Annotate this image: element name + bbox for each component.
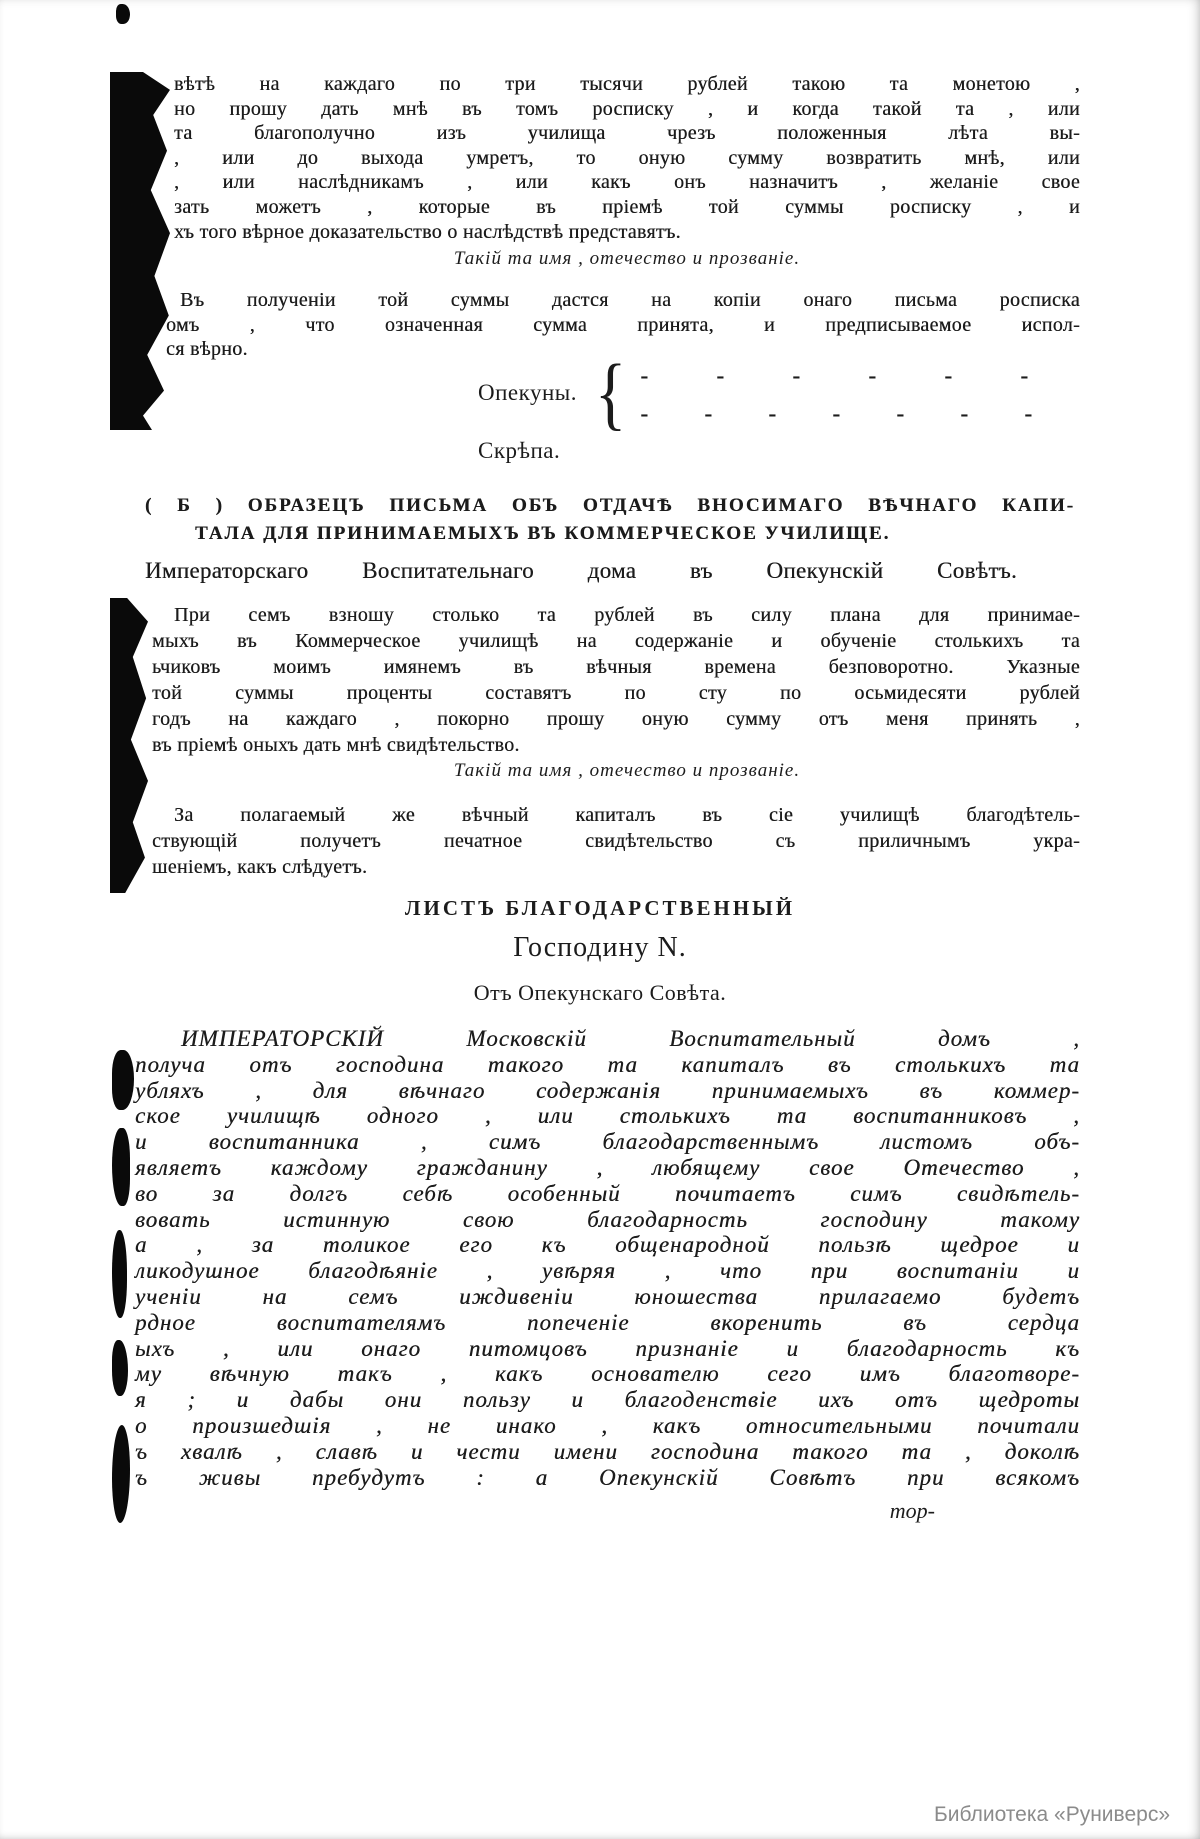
text-line: ьчиковъ моимъ имянемъ въ вѣчныя времена безповоротно. Указные <box>152 656 1080 678</box>
signatory-name-placeholder: Такій та имя , отечество и прозваніе. <box>453 760 801 781</box>
section-b-heading <box>145 492 1075 548</box>
heading-line: ( Б ) ОБРАЗЕЦЪ ПИСЬМА ОБЪ ОТДАЧѢ ВНОСИМАГО ВѢЧНАГО КАПИ- <box>145 495 1075 516</box>
text-line: ъ живы пребудутъ : а Опекунскій Совѣтъ при всякомъ <box>135 1464 1080 1490</box>
guardians-signature-block <box>478 347 1033 438</box>
countersign-block <box>478 438 618 464</box>
signature-dash-row: - - - - - - <box>640 362 1029 389</box>
ink-blot <box>112 1050 134 1110</box>
text-line: зать можетъ , которые въ пріемѣ той суммы росписку , и <box>174 195 1080 218</box>
ink-blot <box>112 1425 130 1523</box>
text-line: ликодушное благодѣяніе , увѣряя , что при воспитаніи и <box>135 1258 1080 1284</box>
text-line: но прошу дать мнѣ въ томъ росписку , и когда такой та , или <box>174 97 1080 120</box>
text-line: рдное воспитателямъ попеченіе вкоренить въ сердца <box>135 1309 1080 1335</box>
text-line: и воспитанника , симъ благодарственнымъ листомъ объ- <box>135 1129 1080 1155</box>
text-line: ся вѣрно. <box>166 338 248 361</box>
ink-blot <box>116 4 130 24</box>
text-line: омъ , что означенная сумма принята, и предписываемое испол- <box>166 313 1080 336</box>
form-b-paragraph-1 <box>152 602 1080 758</box>
text-line: получа отъ господина такого та капиталъ въ столькихъ та <box>135 1051 1080 1077</box>
signature-dash-row: - - - - - - - <box>640 400 1033 427</box>
text-line: , или до выхода умретъ, то оную сумму возвратить мнѣ, или <box>174 146 1080 169</box>
text-line: ъ хвалѣ , славѣ и чести имени господина такого та , доколѣ <box>135 1438 1080 1464</box>
text-line: хъ того вѣрное доказательство о наслѣдствѣ представятъ. <box>174 220 681 243</box>
form-b-paragraph-2 <box>152 802 1080 880</box>
text-line: мыхъ въ Коммерческое училищѣ на содержаніе и обученіе столькихъ та <box>152 630 1080 652</box>
signatory-name-placeholder: Такій та имя , отечество и прозваніе. <box>453 248 801 269</box>
text-line: ыхъ , или онаго питомцовъ признаніе и благодарность къ <box>135 1335 1080 1361</box>
countersign-label: Скрѣпа. <box>478 438 561 463</box>
text-line: При семъ взношу столько та рублей въ силу плана для принимае- <box>174 604 1080 626</box>
ink-blot <box>112 1340 128 1396</box>
text-line: вовать истинную свою благодарность господину такому <box>135 1206 1080 1232</box>
curly-brace: { <box>594 347 627 438</box>
text-line: му вѣчную такъ , какъ основателю сего имъ благотворе- <box>135 1361 1080 1387</box>
text-line: , или наслѣдникамъ , или какъ онъ назначитъ , желаніе свое <box>174 171 1080 194</box>
text-line: За полагаемый же вѣчный капиталъ въ сіе училищѣ благодѣтель- <box>174 804 1080 826</box>
text-line: ствующій получетъ печатное свидѣтельство съ приличнымъ укра- <box>152 830 1080 852</box>
text-line: та благополучно изъ училища чрезъ положенныя лѣта вы- <box>174 122 1080 145</box>
guardians-dash-rows <box>640 360 1032 426</box>
gratitude-letter-title: ЛИСТЪ БЛАГОДАРСТВЕННЫЙ <box>404 896 796 920</box>
heading-line: ТАЛА ДЛЯ ПРИНИМАЕМЫХЪ ВЪ КОММЕРЧЕСКОЕ УЧИЛИЩЕ. <box>195 523 891 544</box>
text-line: той суммы проценты составятъ по сту по осьмидесяти рублей <box>152 682 1080 704</box>
text-line: являетъ каждому гражданину , любящему свое Отечество , <box>135 1154 1080 1180</box>
gratitude-letter-body <box>135 1026 1080 1490</box>
gratitude-letter-from-line: Отъ Опекунскаго Совѣта. <box>473 980 727 1005</box>
text-line: ИМПЕРАТОРСКІЙ Московскій Воспитательный домъ , <box>181 1026 1080 1051</box>
text-line: убляхъ , для вѣчнаго содержанія принимаемыхъ въ коммер- <box>135 1077 1080 1103</box>
ink-blot <box>110 598 148 893</box>
guardians-label: Опекуны. <box>478 379 577 405</box>
ink-blot <box>112 1230 127 1318</box>
text-line: ученіи на семъ иждивеніи юношества прилагаемо будетъ <box>135 1283 1080 1309</box>
form-a-paragraph-1 <box>174 72 1080 244</box>
library-watermark: Библиотека «Руниверс» <box>934 1803 1170 1826</box>
text-line: вѣтѣ на каждаго по три тысячи рублей такою та монетою , <box>174 73 1080 95</box>
text-line: шеніемъ, какъ слѣдуетъ. <box>152 856 368 878</box>
text-line: годъ на каждаго , покорно прошу оную сумму отъ меня принять , <box>152 708 1080 730</box>
text-line: о произшедшія , не инако , какъ относительными почитали <box>135 1412 1080 1438</box>
catchword: тор- <box>889 1498 935 1523</box>
ink-blot <box>110 72 170 430</box>
text-line: я ; и дабы они пользу и благоденствіе ихъ отъ щедроты <box>135 1387 1080 1413</box>
text-line: во за долгъ себѣ особенный почитаетъ симъ свидѣтель- <box>135 1180 1080 1206</box>
text-line: а , за толикое его къ общенародной пользѣ щедрое и <box>135 1232 1080 1258</box>
text-line: ское училищѣ одного , или столькихъ та воспитанниковъ , <box>135 1103 1080 1129</box>
form-b-address-line: Императорскаго Воспитательнаго дома въ Опекунскій Совѣтъ. <box>145 558 1017 583</box>
ink-blot <box>112 1128 130 1206</box>
text-line: въ пріемѣ оныхъ дать мнѣ свидѣтельство. <box>152 734 520 756</box>
text-line: Въ полученіи той суммы дастся на копіи онаго письма росписка <box>180 289 1080 311</box>
gratitude-letter-addressee: Господину N. <box>513 932 687 963</box>
